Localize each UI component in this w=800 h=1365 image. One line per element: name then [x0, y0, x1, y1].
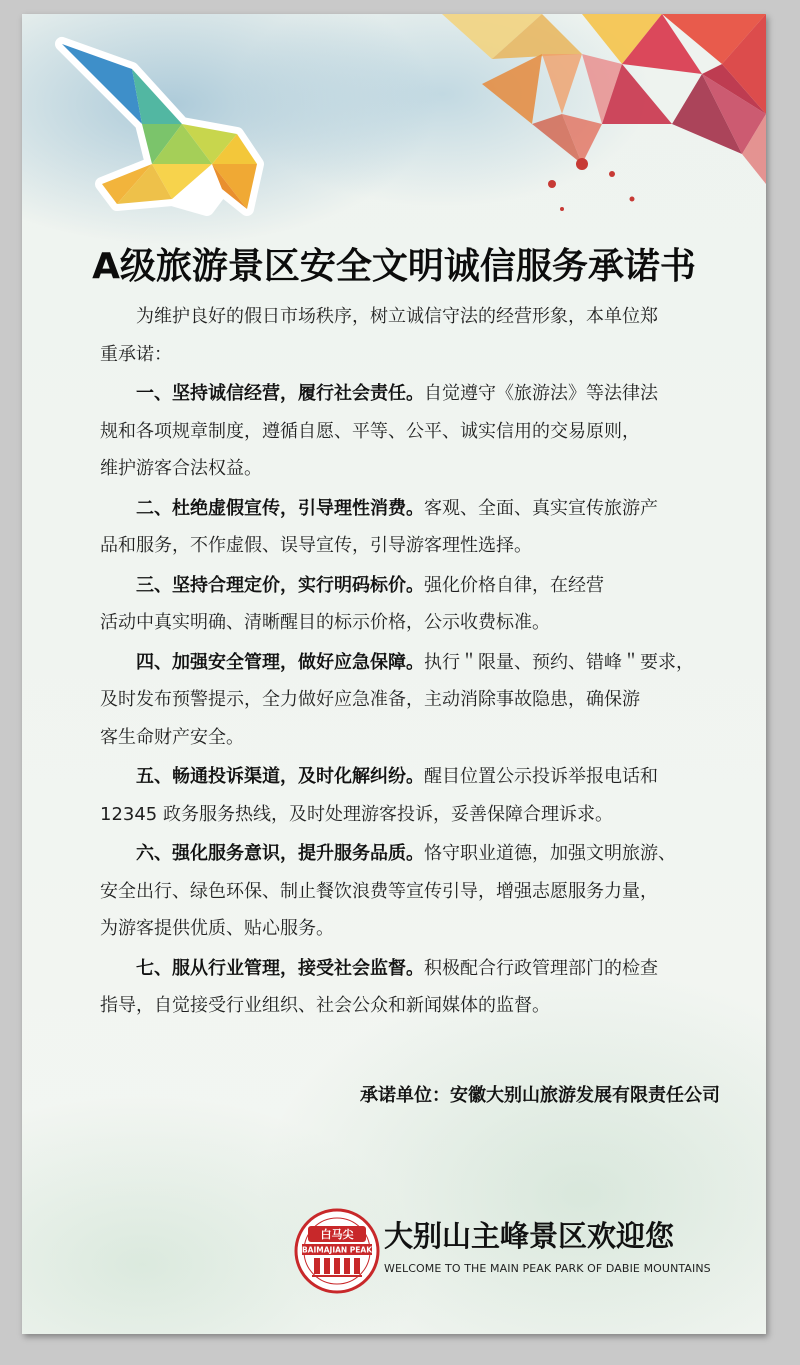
intro-line: 为维护良好的假日市场秩序，树立诚信守法的经营形象，本单位郑: [136, 306, 658, 327]
item-text: 恪守职业道德，加强文明旅游、: [424, 843, 676, 864]
item-heading: 三、坚持合理定价，实行明码标价。: [136, 574, 424, 596]
pledge-item: [100, 758, 720, 833]
item-text: 积极配合行政管理部门的检查: [424, 957, 658, 979]
pledge-item: [100, 567, 720, 642]
item-text: 12345 政务服务热线，及时处理游客投诉，妥善保障合理诉求。: [100, 803, 613, 825]
item-text: 及时发布预警提示，全力做好应急准备，主动消除事故隐患，确保游: [100, 689, 640, 710]
item-text: 规和各项规章制度，遵循自愿、平等、公平、诚实信用的交易原则，: [100, 420, 640, 442]
item-text: 自觉遵守《旅游法》等法律法: [424, 383, 658, 404]
pledge-item: [100, 835, 720, 948]
item-text: 醒目位置公示投诉举报电话和: [424, 766, 658, 787]
pledge-body: [100, 298, 720, 1025]
item-heading: 五、畅通投诉渠道，及时化解纠纷。: [136, 766, 424, 787]
pledge-item: [100, 644, 720, 757]
item-heading: 六、强化服务意识，提升服务品质。: [136, 843, 424, 864]
page-title: A级旅游景区安全文明诚信服务承诺书: [92, 246, 696, 287]
welcome-chinese: 大别山主峰景区欢迎您: [384, 1219, 675, 1253]
item-text: 客观、全面、真实宣传旅游产: [424, 497, 658, 519]
bird-icon: [62, 44, 257, 209]
pledge-item: [100, 490, 720, 565]
item-text: 品和服务，不作虚假、误导宣传，引导游客理性选择。: [100, 535, 532, 556]
item-text: 指导，自觉接受行业组织、社会公众和新闻媒体的监督。: [100, 995, 550, 1016]
logo-calligraphy: 白马尖: [320, 1228, 354, 1241]
item-heading: 七、服从行业管理，接受社会监督。: [136, 957, 424, 979]
intro-line: 重承诺：: [100, 343, 172, 365]
header-decoration: [22, 14, 766, 244]
item-text: 活动中真实明确、清晰醒目的标示价格，公示收费标准。: [100, 612, 550, 633]
baimajian-logo-icon: [294, 1208, 380, 1294]
geometric-pattern: [442, 14, 766, 211]
welcome-english: WELCOME TO THE MAIN PEAK PARK OF DABIE MOUNTAINS: [384, 1262, 711, 1275]
item-text: 执行＂限量、预约、错峰＂要求，: [424, 651, 694, 673]
item-text: 安全出行、绿色环保、制止餐饮浪费等宣传引导，增强志愿服务力量，: [100, 880, 658, 902]
item-heading: 二、杜绝虚假宣传，引导理性消费。: [136, 497, 424, 519]
item-heading: 四、加强安全管理，做好应急保障。: [136, 651, 424, 673]
pledge-item: [100, 375, 720, 488]
item-text: 维护游客合法权益。: [100, 458, 262, 479]
pledge-item: [100, 950, 720, 1025]
logo-text: BAIMAJIAN PEAK: [301, 1245, 373, 1255]
item-text: 为游客提供优质、贴心服务。: [100, 918, 334, 939]
poster: [22, 14, 766, 1334]
item-heading: 一、坚持诚信经营，履行社会责任。: [136, 383, 424, 404]
item-text: 强化价格自律，在经营: [424, 574, 604, 596]
signature: 承诺单位：安徽大别山旅游发展有限责任公司: [360, 1085, 720, 1106]
footer: [294, 1200, 754, 1300]
item-text: 客生命财产安全。: [100, 726, 244, 748]
